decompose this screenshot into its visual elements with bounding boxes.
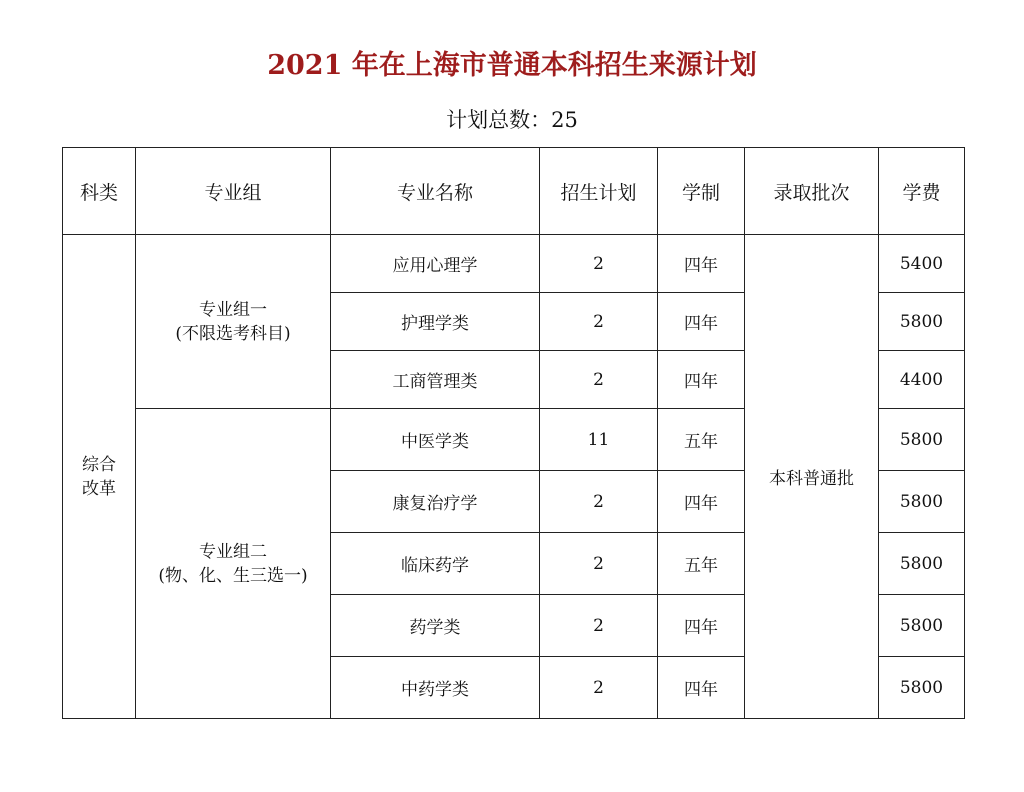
years-cell: 四年 (658, 657, 745, 719)
header-major: 专业名称 (331, 148, 540, 235)
group-cell: 专业组一 (不限选考科目) (136, 235, 331, 409)
fee-cell: 5800 (879, 409, 965, 471)
major-cell: 应用心理学 (331, 235, 540, 293)
table-header-row (63, 148, 965, 235)
header-plan: 招生计划 (540, 148, 658, 235)
header-batch: 录取批次 (745, 148, 879, 235)
header-group: 专业组 (136, 148, 331, 235)
major-cell: 临床药学 (331, 533, 540, 595)
table-row (63, 235, 965, 293)
header-category: 科类 (63, 148, 136, 235)
years-cell: 四年 (658, 235, 745, 293)
plan-cell: 2 (540, 235, 658, 293)
major-cell: 康复治疗学 (331, 471, 540, 533)
fee-cell: 5800 (879, 293, 965, 351)
category-cell: 综合 改革 (63, 235, 136, 719)
years-cell: 四年 (658, 471, 745, 533)
batch-cell: 本科普通批 (745, 235, 879, 719)
plan-cell: 2 (540, 595, 658, 657)
plan-total: 计划总数：25 (446, 108, 578, 132)
major-cell: 工商管理类 (331, 351, 540, 409)
plan-cell: 2 (540, 471, 658, 533)
plan-cell: 11 (540, 409, 658, 471)
major-cell: 中医学类 (331, 409, 540, 471)
header-years: 学制 (658, 148, 745, 235)
years-cell: 四年 (658, 293, 745, 351)
enrollment-plan-table (62, 147, 965, 719)
plan-cell: 2 (540, 657, 658, 719)
group-cell: 专业组二 (物、化、生三选一) (136, 409, 331, 719)
fee-cell: 5800 (879, 657, 965, 719)
fee-cell: 4400 (879, 351, 965, 409)
years-cell: 四年 (658, 351, 745, 409)
major-cell: 护理学类 (331, 293, 540, 351)
fee-cell: 5400 (879, 235, 965, 293)
years-cell: 四年 (658, 595, 745, 657)
fee-cell: 5800 (879, 533, 965, 595)
major-cell: 药学类 (331, 595, 540, 657)
years-cell: 五年 (658, 533, 745, 595)
years-cell: 五年 (658, 409, 745, 471)
plan-cell: 2 (540, 533, 658, 595)
fee-cell: 5800 (879, 471, 965, 533)
page-title: 2021 年在上海市普通本科招生来源计划 (267, 50, 757, 81)
plan-cell: 2 (540, 293, 658, 351)
fee-cell: 5800 (879, 595, 965, 657)
major-cell: 中药学类 (331, 657, 540, 719)
header-fee: 学费 (879, 148, 965, 235)
plan-cell: 2 (540, 351, 658, 409)
